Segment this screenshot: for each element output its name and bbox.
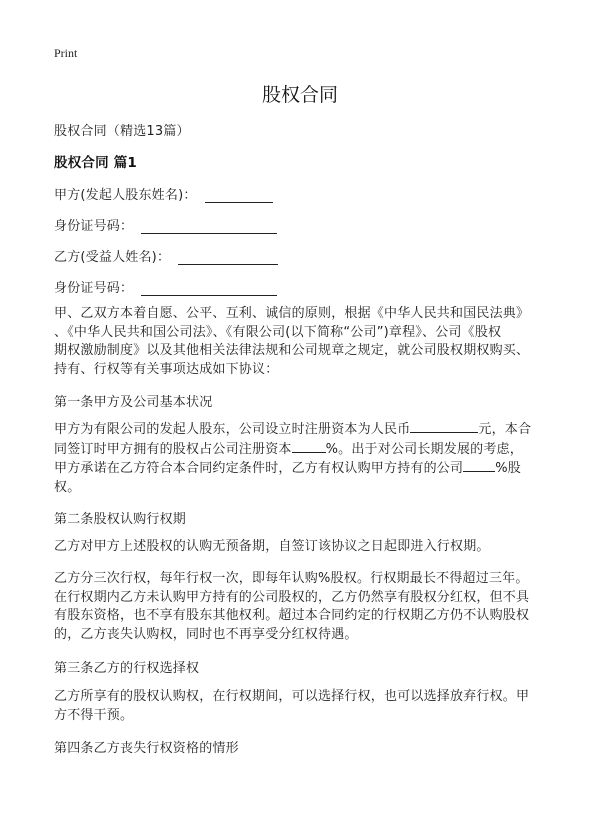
intro-line: 期权激励制度》以及其他相关法律法规和公司规章之规定，就公司股权期权购买、 (54, 343, 530, 358)
document-subtitle: 股权合同（精选13篇） (54, 124, 190, 139)
intro-line: 、《中华人民共和国公司法》、《有限公司(以下简称“公司”)章程》、公司《股权 (54, 324, 502, 340)
text: 有股东资格，也不享有股东其他权利。超过本合同约定的行权期乙方仍不认购股权 (54, 608, 530, 623)
article-3-paragraph (54, 688, 529, 725)
registered-capital-blank[interactable] (410, 420, 478, 433)
field-label: 身份证号码： (54, 281, 134, 296)
party-a-id-blank[interactable] (141, 221, 277, 234)
text: 的，乙方丧失认购权，同时也不再享受分红权待遇。 (54, 626, 358, 642)
text: 乙方分三次行权，每年行权一次，即每年认购%股权。行权期最长不得超过三年。 (54, 571, 529, 586)
article-2-paragraph-1: 乙方对甲方上述股权的认购无预备期，自签订该协议之日起即进入行权期。 (54, 539, 490, 554)
text: 甲方承诺在乙方符合本合同约定条件时，乙方有权认购甲方持有的公司 (54, 461, 464, 476)
text: %。出于对公司长期发展的考虑， (325, 441, 523, 457)
text: 方不得干预。 (54, 707, 134, 723)
page-title: 股权合同 (261, 84, 338, 106)
share-percent-blank[interactable] (292, 440, 326, 453)
field-label: 乙方(受益人姓名)： (54, 250, 171, 265)
article-2-heading: 第二条股权认购行权期 (54, 512, 187, 527)
party-a-name-field (54, 184, 273, 203)
text: 权。 (54, 479, 81, 495)
party-b-id-blank[interactable] (141, 283, 277, 296)
option-percent-blank[interactable] (463, 459, 495, 472)
article-1-paragraph (54, 420, 531, 497)
field-label: 身份证号码： (54, 219, 134, 234)
intro-paragraph (54, 305, 529, 379)
party-b-id-field (54, 277, 277, 296)
article-2-paragraph-2 (54, 570, 529, 644)
article-3-heading: 第三条乙方的行权选择权 (54, 661, 200, 676)
text: 在行权期内乙方未认购甲方持有的公司股权的，乙方仍然享有股权分红权，但不具 (54, 589, 530, 605)
text: %股 (495, 461, 521, 476)
section-title: 股权合同 篇1 (54, 155, 137, 171)
intro-line: 甲、乙双方本着自愿、公平、互利、诚信的原则，根据《中华人民共和国民法典》 (54, 306, 530, 321)
article-4-heading: 第四条乙方丧失行权资格的情形 (54, 741, 239, 756)
print-label[interactable]: Print (54, 46, 78, 60)
party-b-name-field (54, 246, 278, 265)
text: 乙方所享有的股权认购权，在行权期间，可以选择行权，也可以选择放弃行权。甲 (54, 689, 530, 704)
party-a-name-blank[interactable] (205, 190, 273, 203)
article-1-heading: 第一条甲方及公司基本状况 (54, 395, 213, 410)
intro-line: 持有、行权等有关事项达成如下协议： (54, 361, 279, 377)
text: 同签订时甲方拥有的股权占公司注册资本 (54, 441, 292, 457)
party-a-id-field (54, 215, 277, 234)
text: 甲方为有限公司的发起人股东，公司设立时注册资本为人民币 (54, 422, 411, 437)
party-b-name-blank[interactable] (178, 252, 278, 265)
text: 元，本合 (478, 422, 532, 437)
field-label: 甲方(发起人股东姓名)： (54, 188, 197, 203)
